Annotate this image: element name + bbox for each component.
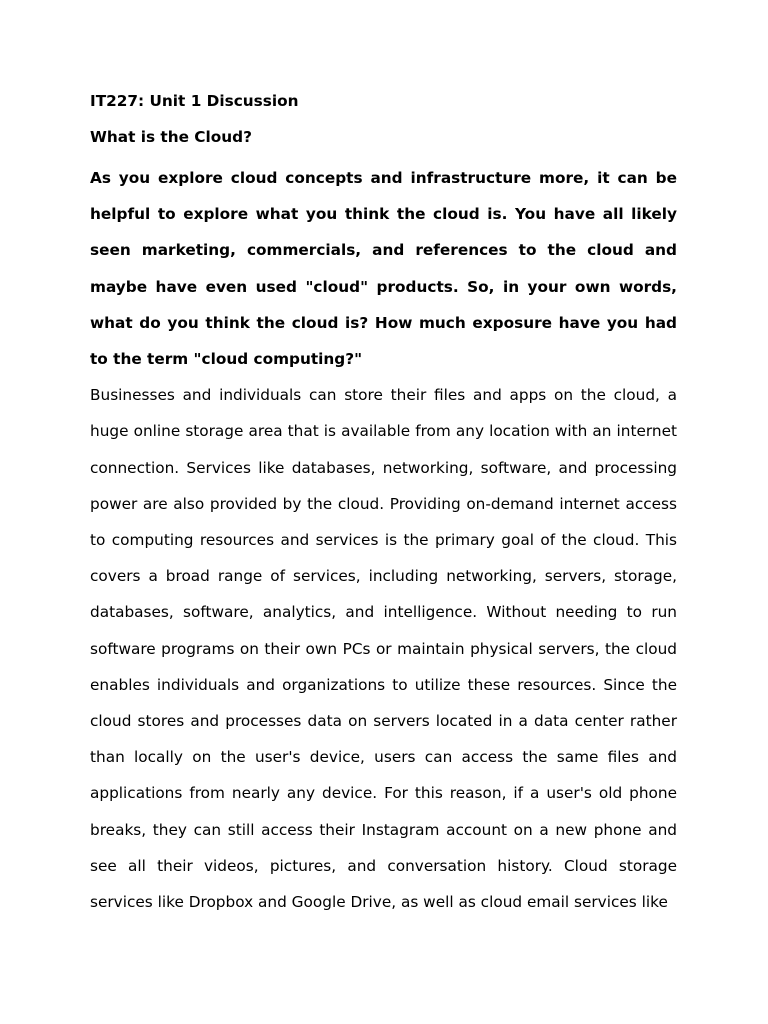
question-heading: What is the Cloud? [90,128,252,146]
discussion-prompt: As you explore cloud concepts and infrastructure more, it can be helpful to explore what you think the cloud is. You have all likely seen marketing, commercials, and references to the cloud and maybe have even used "cloud" products. So, in your own words, what do you think the cloud is? How much exposure have you had to the term "cloud computing?" [90,169,677,369]
document-page [90,88,677,920]
response-paragraph: Businesses and individuals can store their files and apps on the cloud, a huge online storage area that is available from any location with an internet connection. Services like databases, networking, software, and processing power are also provided by the cloud. Providing on-demand internet access to computing resources and services is the primary goal of the cloud. This covers a broad range of services, including networking, servers, storage, databases, software, analytics, and intelligence. Without needing to run software programs on their own PCs or maintain physical servers, the cloud enables individuals and organizations to utilize these resources. Since the cloud stores and processes data on servers located in a data center rather than locally on the user's device, users can access the same files and applications from nearly any device. For this reason, if a user's old phone breaks, they can still access their Instagram account on a new phone and see all their videos, pictures, and conversation history. Cloud storage services like Dropbox and Google Drive, as well as cloud email services like [90,386,677,912]
course-title: IT227: Unit 1 Discussion [90,92,299,110]
